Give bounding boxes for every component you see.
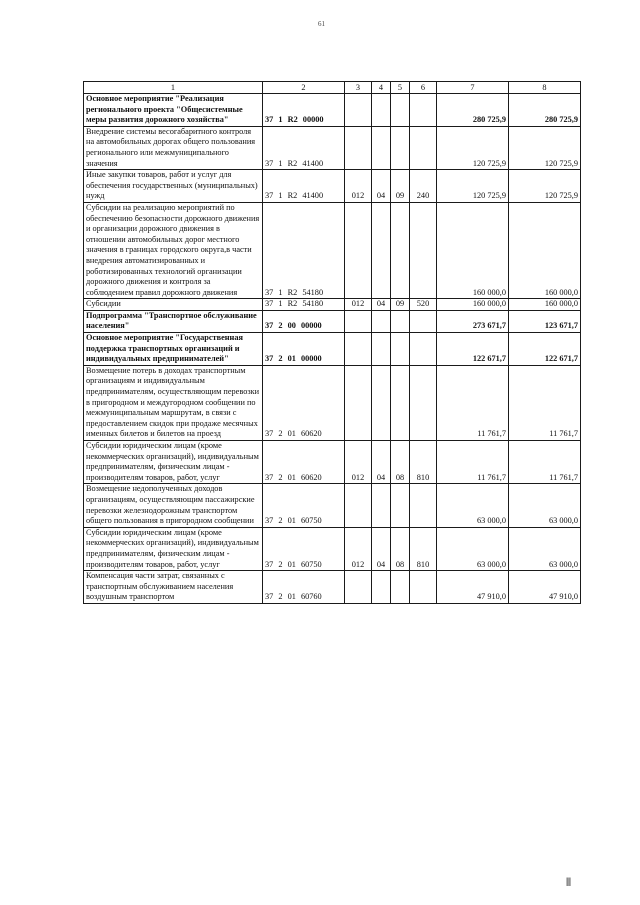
amount-col-7: 122 671,7 <box>437 333 509 366</box>
section-code <box>372 202 391 298</box>
column-header: 7 <box>437 82 509 94</box>
amount-col-7: 273 671,7 <box>437 310 509 332</box>
expense-type-code <box>410 333 437 366</box>
column-header: 4 <box>372 82 391 94</box>
row-description: Возмещение недополученных доходов организациям, осуществляющим пассажирские перевозки железнодорожным транспортом общего пользования в пригородном сообщении <box>84 484 263 527</box>
table-row <box>84 94 581 127</box>
column-header: 6 <box>410 82 437 94</box>
ministry-code <box>345 126 372 169</box>
expense-type-code <box>410 310 437 332</box>
table-row <box>84 310 581 332</box>
expense-type-code: 810 <box>410 441 437 484</box>
amount-col-8: 120 725,9 <box>509 170 581 203</box>
subsection-code <box>391 571 410 604</box>
amount-col-7: 160 000,0 <box>437 299 509 311</box>
table-row <box>84 441 581 484</box>
amount-col-8: 63 000,0 <box>509 527 581 570</box>
table-row <box>84 571 581 604</box>
target-article-code: 37 1 R2 00000 <box>263 94 345 127</box>
expense-type-code: 810 <box>410 527 437 570</box>
table-row <box>84 365 581 440</box>
table-row <box>84 333 581 366</box>
amount-col-7: 120 725,9 <box>437 170 509 203</box>
row-description: Внедрение системы весогабаритного контроля на автомобильных дорогах общего пользования регионального или межмуниципального значения <box>84 126 263 169</box>
section-code <box>372 94 391 127</box>
ministry-code <box>345 484 372 527</box>
section-code <box>372 484 391 527</box>
target-article-code: 37 2 01 00000 <box>263 333 345 366</box>
row-description: Основное мероприятие "Государственная поддержка транспортных организаций и индивидуальных предпринимателей" <box>84 333 263 366</box>
subsection-code: 09 <box>391 170 410 203</box>
expense-type-code <box>410 365 437 440</box>
expense-type-code: 240 <box>410 170 437 203</box>
expense-type-code <box>410 126 437 169</box>
amount-col-7: 280 725,9 <box>437 94 509 127</box>
subsection-code <box>391 126 410 169</box>
row-description: Субсидии <box>84 299 263 311</box>
expense-type-code <box>410 94 437 127</box>
ministry-code <box>345 365 372 440</box>
section-code: 04 <box>372 527 391 570</box>
expense-type-code <box>410 202 437 298</box>
section-code: 04 <box>372 441 391 484</box>
row-description: Основное мероприятие "Реализация регионального проекта "Общесистемные меры развития дорожного хозяйства" <box>84 94 263 127</box>
row-description: Компенсация части затрат, связанных с транспортным обслуживанием населения воздушным транспортом <box>84 571 263 604</box>
target-article-code: 37 2 01 60620 <box>263 441 345 484</box>
amount-col-7: 160 000,0 <box>437 202 509 298</box>
table-row <box>84 202 581 298</box>
subsection-code: 09 <box>391 299 410 311</box>
scan-mark: ||||| <box>566 876 571 886</box>
row-description: Субсидии юридическим лицам (кроме некоммерческих организаций), индивидуальным предпринимателям, физическим лицам - производителям товаров, работ, услуг <box>84 441 263 484</box>
column-header: 2 <box>263 82 345 94</box>
section-code: 04 <box>372 170 391 203</box>
subsection-code <box>391 202 410 298</box>
target-article-code: 37 2 01 60750 <box>263 484 345 527</box>
ministry-code <box>345 333 372 366</box>
section-code: 04 <box>372 299 391 311</box>
target-article-code: 37 1 R2 41400 <box>263 126 345 169</box>
ministry-code: 012 <box>345 299 372 311</box>
header-row <box>84 82 581 94</box>
target-article-code: 37 1 R2 54180 <box>263 299 345 311</box>
amount-col-8: 280 725,9 <box>509 94 581 127</box>
amount-col-7: 63 000,0 <box>437 527 509 570</box>
column-header: 5 <box>391 82 410 94</box>
target-article-code: 37 2 01 60620 <box>263 365 345 440</box>
target-article-code: 37 1 R2 41400 <box>263 170 345 203</box>
budget-table <box>83 81 581 604</box>
subsection-code: 08 <box>391 441 410 484</box>
row-description: Возмещение потерь в доходах транспортным организациям и индивидуальным предпринимателям, осуществляющим перевозки в пригородном и междугородном сообщении по межмуниципальным маршрутам, в связи с предоставлением скидок при продаже месячных именных билетов и билетов на проезд <box>84 365 263 440</box>
expense-type-code: 520 <box>410 299 437 311</box>
amount-col-7: 63 000,0 <box>437 484 509 527</box>
amount-col-8: 123 671,7 <box>509 310 581 332</box>
subsection-code <box>391 365 410 440</box>
table-row <box>84 484 581 527</box>
amount-col-8: 11 761,7 <box>509 441 581 484</box>
amount-col-7: 47 910,0 <box>437 571 509 604</box>
subsection-code: 08 <box>391 527 410 570</box>
amount-col-7: 120 725,9 <box>437 126 509 169</box>
section-code <box>372 126 391 169</box>
ministry-code: 012 <box>345 170 372 203</box>
subsection-code <box>391 333 410 366</box>
amount-col-8: 160 000,0 <box>509 202 581 298</box>
row-description: Иные закупки товаров, работ и услуг для обеспечения государственных (муниципальных) нужд <box>84 170 263 203</box>
table-row <box>84 527 581 570</box>
page-number: 61 <box>318 20 325 28</box>
expense-type-code <box>410 484 437 527</box>
subsection-code <box>391 94 410 127</box>
expense-type-code <box>410 571 437 604</box>
section-code <box>372 365 391 440</box>
amount-col-8: 47 910,0 <box>509 571 581 604</box>
row-description: Подпрограмма "Транспортное обслуживание населения" <box>84 310 263 332</box>
amount-col-8: 120 725,9 <box>509 126 581 169</box>
target-article-code: 37 1 R2 54180 <box>263 202 345 298</box>
ministry-code <box>345 202 372 298</box>
amount-col-7: 11 761,7 <box>437 365 509 440</box>
row-description: Субсидии юридическим лицам (кроме некоммерческих организаций), индивидуальным предпринимателям, физическим лицам - производителям товаров, работ, услуг <box>84 527 263 570</box>
column-header: 3 <box>345 82 372 94</box>
amount-col-8: 63 000,0 <box>509 484 581 527</box>
ministry-code: 012 <box>345 527 372 570</box>
amount-col-8: 11 761,7 <box>509 365 581 440</box>
ministry-code <box>345 571 372 604</box>
amount-col-8: 160 000,0 <box>509 299 581 311</box>
section-code <box>372 333 391 366</box>
section-code <box>372 310 391 332</box>
row-description: Субсидии на реализацию мероприятий по обеспечению безопасности дорожного движения и организации дорожного движения в отношении автомобильных дорог местного значения в границах городского округа,в части внедрения автоматизированных и роботизированных технологий организации дорожного движения и контроля за соблюдением правил дорожного движения <box>84 202 263 298</box>
subsection-code <box>391 310 410 332</box>
subsection-code <box>391 484 410 527</box>
target-article-code: 37 2 00 00000 <box>263 310 345 332</box>
amount-col-8: 122 671,7 <box>509 333 581 366</box>
section-code <box>372 571 391 604</box>
ministry-code <box>345 310 372 332</box>
column-header: 8 <box>509 82 581 94</box>
table-row <box>84 170 581 203</box>
target-article-code: 37 2 01 60750 <box>263 527 345 570</box>
amount-col-7: 11 761,7 <box>437 441 509 484</box>
target-article-code: 37 2 01 60760 <box>263 571 345 604</box>
ministry-code: 012 <box>345 441 372 484</box>
table-row <box>84 299 581 311</box>
ministry-code <box>345 94 372 127</box>
table-row <box>84 126 581 169</box>
column-header: 1 <box>84 82 263 94</box>
